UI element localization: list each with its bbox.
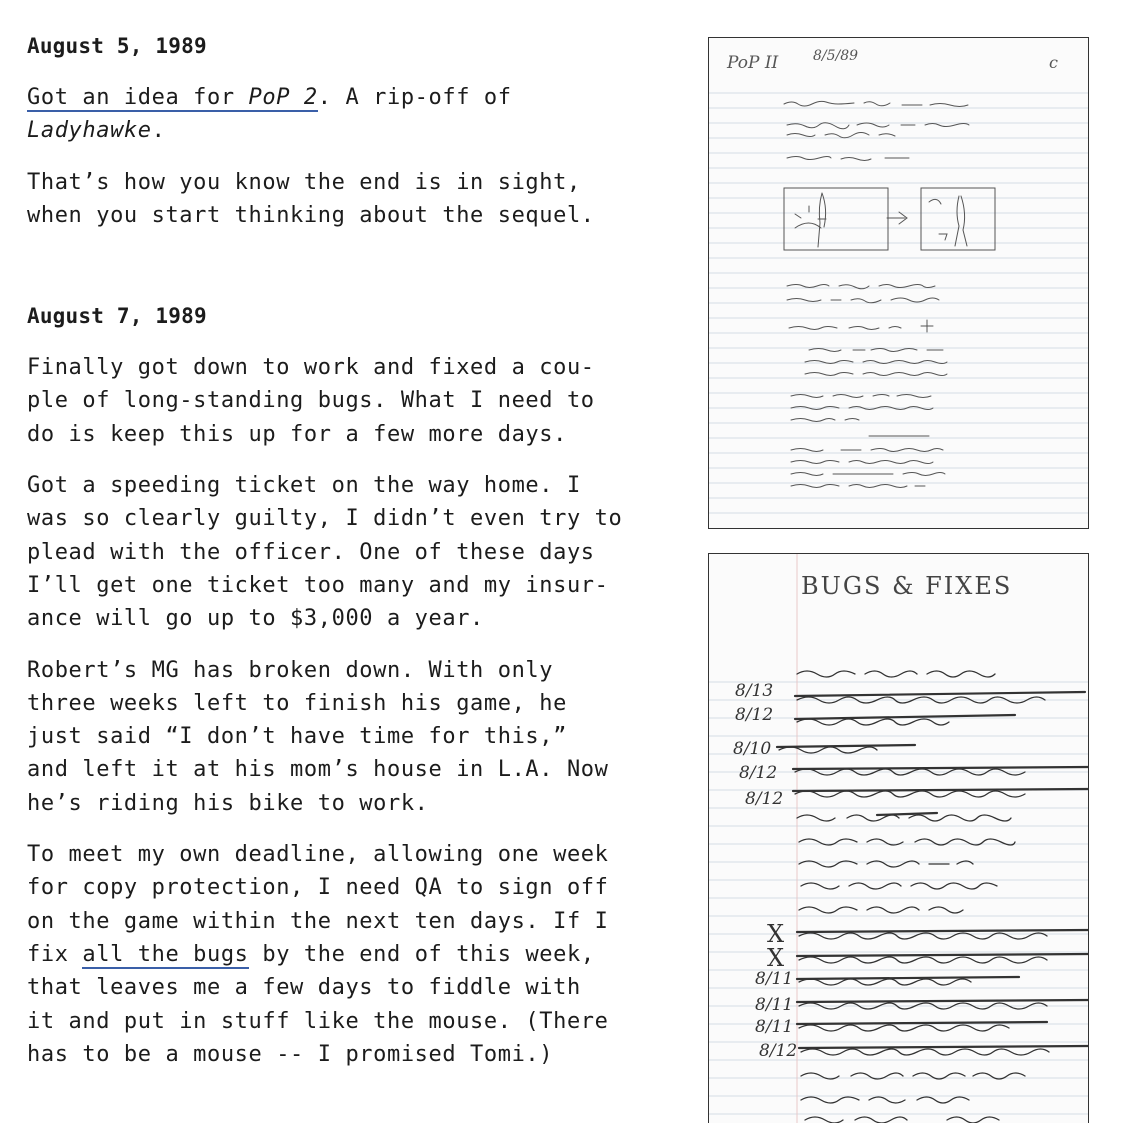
notebook-corner-mark: c [1049,53,1058,72]
margin-x-mark: X [767,920,785,948]
notebook-page-image[interactable] [708,37,1089,529]
paragraph: Got a speeding ticket on the way home. I was so clearly guilty, I didn’t even try to plead with the officer. One of these days I’ll get one ticket too many and my insur- ance will go up to $3,000 a year. [27,473,623,632]
paragraph: That’s how you know the end is in sight, when you start thinking about the sequel. [27,169,595,228]
margin-date: 8/11 [755,995,794,1015]
all-the-bugs-link[interactable]: all the bugs [82,941,249,967]
bugs-title: BUGS & FIXES [801,572,1013,600]
margin-date: 8/12 [739,763,778,783]
margin-x-mark: X [767,944,785,972]
margin-date: 8/11 [755,969,794,989]
bugs-and-fixes-page-image[interactable] [708,553,1089,1123]
paragraph: Got an idea for PoP 2. A rip-off of Ladyhawke. [27,85,512,144]
margin-date: 8/10 [733,739,772,759]
journal-text [27,30,667,1071]
margin-date: 8/12 [759,1041,798,1061]
entry-date: August 5, 1989 [27,34,207,58]
pop2-idea-link[interactable]: Got an idea for PoP 2 [27,85,318,110]
margin-date: 8/12 [735,705,774,725]
handwritten-notes-drawing [709,38,1088,528]
paragraph: Finally got down to work and fixed a cou- ple of long-standing bugs. What I need to do is keep this up for a few more days. [27,355,595,447]
notebook-header-date: 8/5/89 [813,48,859,64]
paragraph: To meet my own deadline, allowing one week for copy protection, I need QA to sign off on the game within the next ten days. If I fix all the bugs by the end of this week, that leaves me a few days to fiddle with it and put in stuff like the mouse. (There has to be a mouse -- I promised Tomi.) [27,842,609,1067]
notebook-header-label: PoP II [727,53,779,73]
bugs-list-drawing [709,554,1088,1123]
margin-date: 8/11 [755,1017,794,1037]
margin-date: 8/13 [735,681,774,701]
entry-date: August 7, 1989 [27,304,207,329]
margin-date: 8/12 [745,789,784,809]
paragraph: Robert’s MG has broken down. With only three weeks left to finish his game, he just said “I don’t have time for this,” and left it at his mom’s house in L.A. Now he’s riding his bike to work. [27,657,609,816]
